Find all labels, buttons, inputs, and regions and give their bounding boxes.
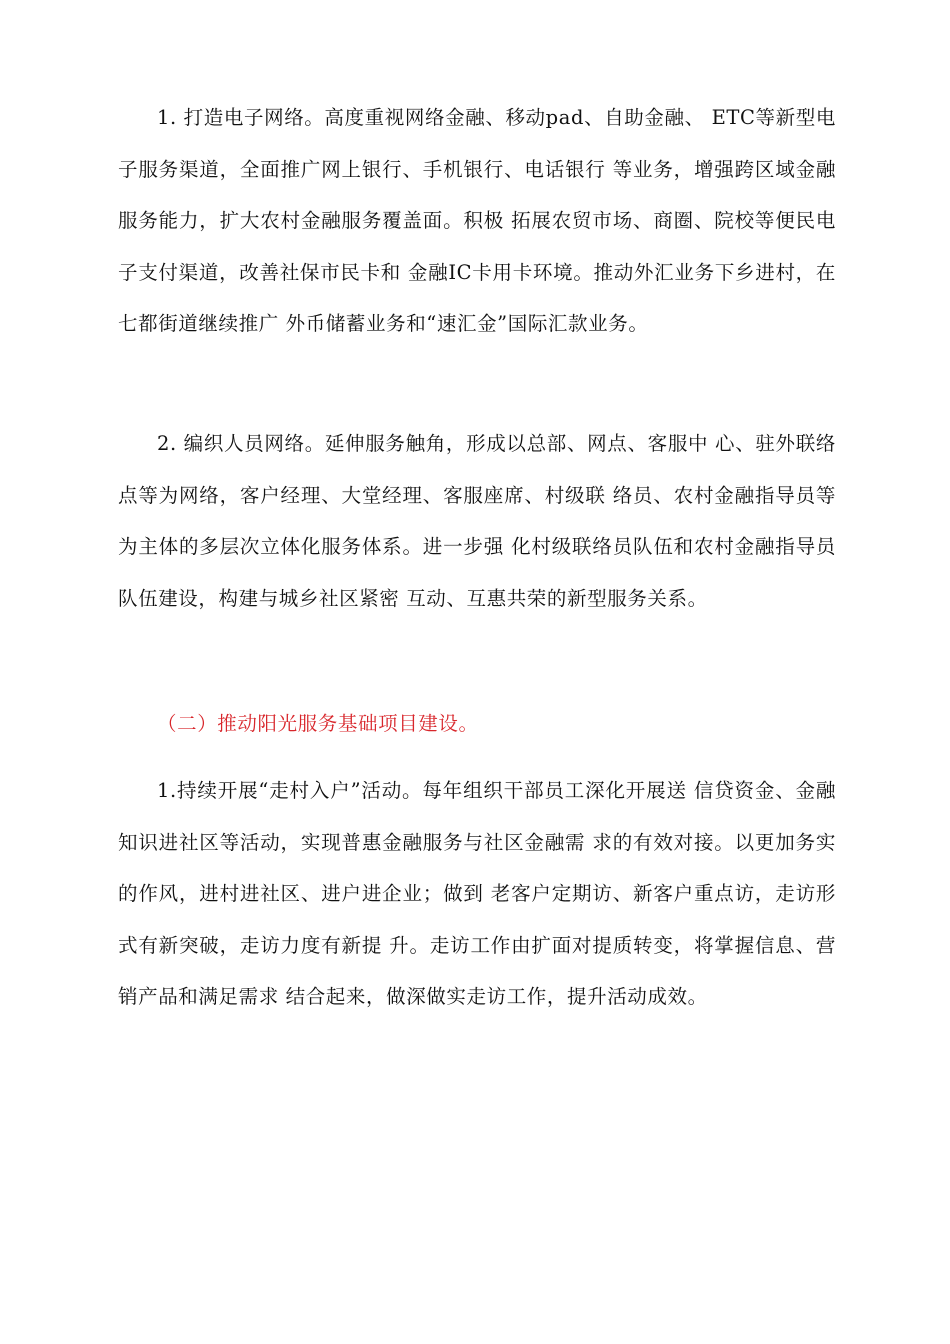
paragraph-village-visits: 1.持续开展“走村入户”活动。每年组织干部员工深化开展送 信贷资金、金融知识进社区等活动，实现普惠金融服务与社区金融需 求的有效对接。以更加务实的作风，进村进社区、进户进企业；做到 老客户定期访、新客户重点访，走访形式有新突破，走访力度有新提 升。走访工作由扩面对提质转变，将掌握信息、营销产品和满足需求 结合起来，做深做实走访工作，提升活动成效。: [118, 779, 836, 1008]
paragraph-electronic-network: 1. 打造电子网络。高度重视网络金融、移动pad、自助金融、 ETC等新型电子服务渠道，全面推广网上银行、手机银行、电话银行 等业务，增强跨区域金融服务能力，扩大农村金融服务覆盖面。积极 拓展农贸市场、商圈、院校等便民电子支付渠道，改善社保市民卡和 金融IC卡用卡环境。推动外汇业务下乡进村，在七都街道继续推广 外币储蓄业务和“速汇金”国际汇款业务。: [118, 106, 836, 335]
paragraph-personnel-network: 2. 编织人员网络。延伸服务触角，形成以总部、网点、客服中 心、驻外联络点等为网络，客户经理、大堂经理、客服座席、村级联 络员、农村金融指导员等为主体的多层次立体化服务体系。进一步强 化村级联络员队伍和农村金融指导员队伍建设，构建与城乡社区紧密 互动、互惠共荣的新型服务关系。: [118, 432, 836, 610]
section-heading: （二）推动阳光服务基础项目建设。: [157, 712, 479, 735]
